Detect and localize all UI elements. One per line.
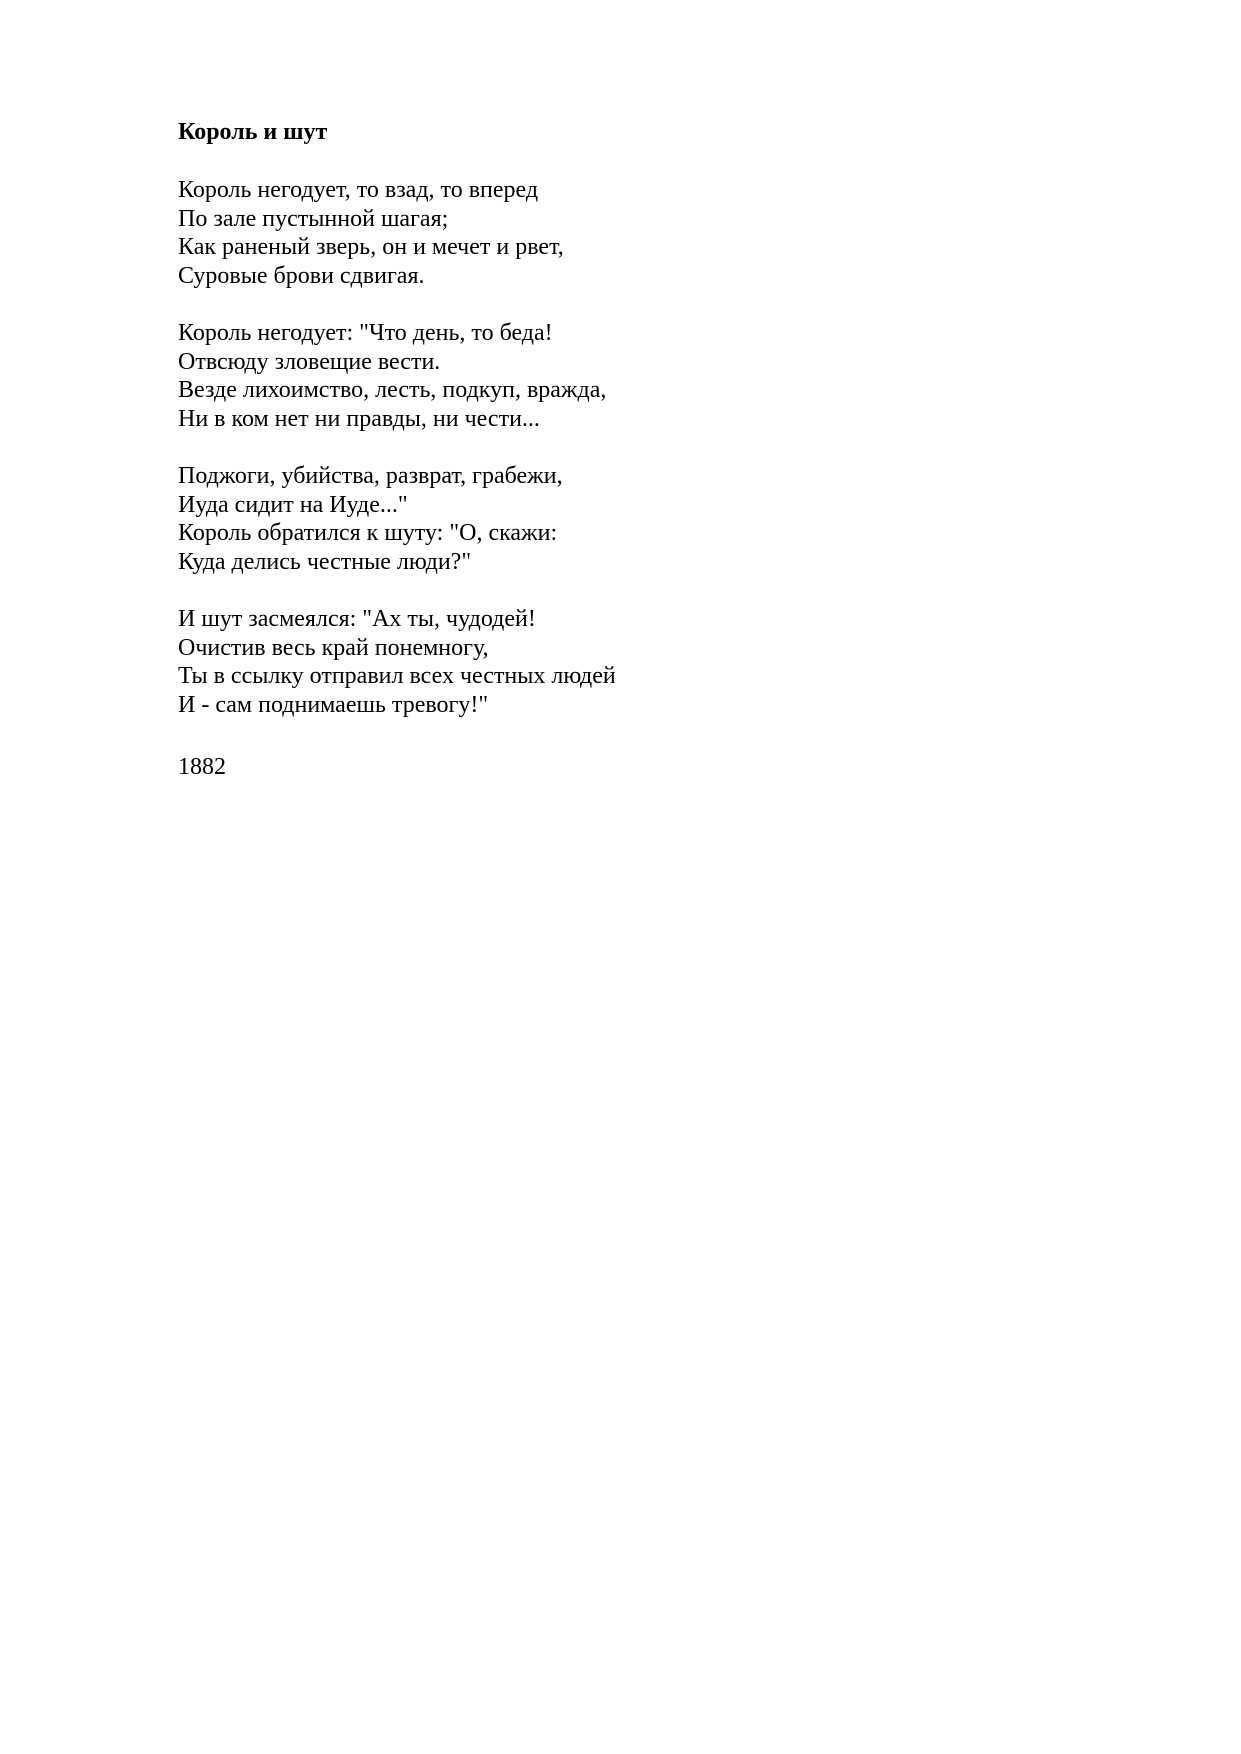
stanza-line: Король негодует, то взад, то вперед	[178, 177, 539, 203]
stanza-line: Суровые брови сдвигая.	[178, 262, 425, 289]
stanza-line: По зале пустынной шагая;	[178, 205, 449, 232]
stanza-4	[178, 605, 616, 719]
stanza-3	[178, 462, 563, 576]
poem-title: Король и шут	[178, 119, 328, 145]
stanza-line: Как раненый зверь, он и мечет и рвет,	[178, 234, 564, 261]
stanza-line: Ни в ком нет ни правды, ни чести...	[178, 405, 540, 432]
stanza-2	[178, 319, 606, 433]
stanza-line: Куда делись честные люди?"	[178, 548, 472, 575]
stanza-line: Король обратился к шуту: "О, скажи:	[178, 520, 558, 547]
stanza-line: Поджоги, убийства, разврат, грабежи,	[178, 463, 563, 489]
stanza-line: Иуда сидит на Иуде..."	[178, 491, 408, 518]
poem-year: 1882	[178, 754, 226, 780]
stanza-line: Везде лихоимство, лесть, подкуп, вражда,	[178, 377, 607, 404]
stanza-line: И шут засмеялся: "Ах ты, чудодей!	[178, 606, 536, 632]
stanza-line: Отвсюду зловещие вести.	[178, 348, 441, 375]
stanza-line: Ты в ссылку отправил всех честных людей	[178, 663, 616, 690]
stanza-line: И - сам поднимаешь тревогу!"	[178, 691, 489, 718]
stanza-line: Очистив весь край понемногу,	[178, 634, 489, 661]
stanza-1	[178, 176, 564, 290]
stanza-line: Король негодует: "Что день, то беда!	[178, 320, 553, 346]
